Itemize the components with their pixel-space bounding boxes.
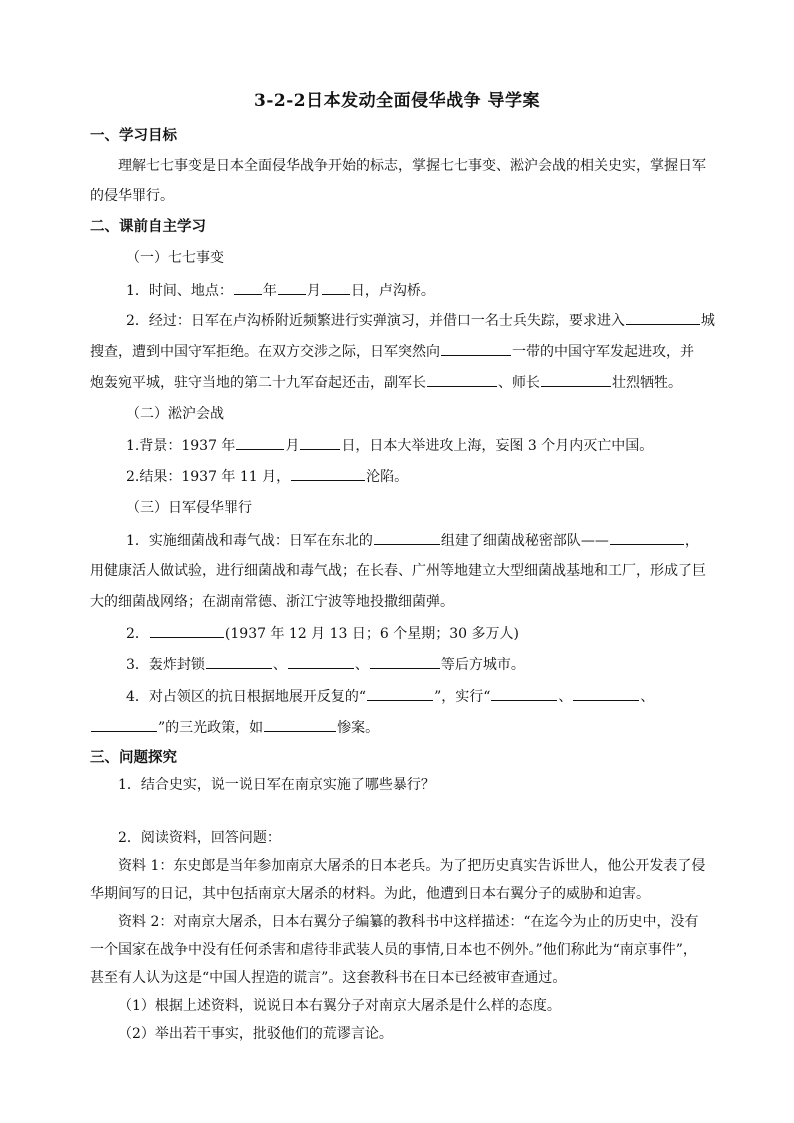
- subsection-heading-songhu: （二）淞沪会战: [126, 406, 224, 422]
- item-result: [126, 466, 408, 487]
- item-text: 2．经过：日军在卢沟桥附近频繁进行实弹演习，并借口一名士兵失踪，要求进入: [126, 313, 625, 329]
- fill-blank-city-1[interactable]: [206, 654, 272, 669]
- item-text: 1.背景：1937 年: [126, 438, 236, 454]
- fill-blank-campaign[interactable]: [367, 686, 433, 701]
- fill-blank-vice-commander[interactable]: [427, 372, 497, 387]
- question-1: 1．结合史实，说一说日军在南京实施了哪些暴行？: [118, 777, 435, 793]
- goals-text-line-1: 理解七七事变是日本全面侵华战争开始的标志，掌握七七事变、淞沪会战的相关史实，掌握日军: [118, 158, 706, 174]
- item-process-line-3: [90, 372, 682, 393]
- fill-blank-policy-3[interactable]: [91, 717, 157, 732]
- item-background: [126, 435, 653, 456]
- item-text: 搜查，遭到中国守军拒绝。在双方交涉之际，日军突然向: [90, 344, 440, 360]
- fill-blank-month[interactable]: [236, 435, 284, 450]
- material-1-line-1: 资料 1：东史郎是当年参加南京大屠杀的日本老兵。为了把历史真实告诉世人，他公开发表了侵: [118, 858, 706, 874]
- item-text: 、: [354, 657, 369, 673]
- crime-item-1-line-2: 用健康活人做试验，进行细菌战和毒气战；在长春、广州等地建立大型细菌战基地和工厂，形成了巨: [90, 563, 706, 579]
- item-text: 组建了细菌战秘密部队——: [440, 533, 609, 549]
- page-title: 3-2-2日本发动全面侵华战争 导学案: [253, 91, 540, 111]
- item-text: 月: [306, 283, 321, 299]
- item-text: 月: [285, 438, 300, 454]
- crime-item-1-line-1: [126, 530, 699, 551]
- crime-item-4-line-2: [90, 717, 379, 738]
- item-text: 4．对占领区的抗日根据地展开反复的“: [126, 689, 367, 705]
- subsection-heading-crimes: （三）日军侵华罪行: [126, 500, 252, 516]
- fill-blank-unit[interactable]: [610, 530, 684, 545]
- question-2: 2．阅读资料，回答问题：: [118, 830, 281, 846]
- crime-item-2: [126, 623, 519, 644]
- fill-blank-city[interactable]: [626, 310, 700, 325]
- material-2-line-2: 一个国家在战争中没有任何杀害和虐待非武装人员的事情,日本也不例外。”他们称此为“南京事件”，: [90, 942, 697, 958]
- item-process-line-1: [126, 310, 715, 331]
- sub-question-1: （1）根据上述资料，说说日本右翼分子对南京大屠杀是什么样的态度。: [118, 998, 561, 1014]
- fill-blank-event[interactable]: [150, 623, 224, 638]
- fill-blank-city-2[interactable]: [288, 654, 354, 669]
- fill-blank-policy-2[interactable]: [573, 686, 639, 701]
- material-2-line-1: 资料 2：对南京大屠杀，日本右翼分子编纂的教科书中这样描述：“在迄今为止的历史中，没有: [118, 914, 699, 930]
- item-text: 、: [558, 689, 573, 705]
- item-text: 2.结果：1937 年 11 月，: [126, 469, 291, 485]
- item-text: 1．实施细菌战和毒气战：日军在东北的: [126, 533, 373, 549]
- item-text: 、师长: [498, 375, 540, 391]
- item-text: ，: [684, 533, 699, 549]
- item-text: 惨案。: [337, 720, 380, 736]
- section-heading-self-study: 二、课前自主学习: [90, 218, 206, 235]
- item-text: 一带的中国守军发起进攻，并: [512, 344, 694, 360]
- fill-blank-policy-1[interactable]: [491, 686, 557, 701]
- item-text: 等后方城市。: [440, 657, 525, 673]
- item-text: 日，日本大举进攻上海，妄图 3 个月内灭亡中国。: [341, 438, 654, 454]
- fill-blank-year[interactable]: [234, 280, 262, 295]
- subsection-heading-july7: （一）七七事变: [126, 250, 224, 266]
- crime-item-1-line-3: 大的细菌战网络；在湖南常德、浙江宁波等地投撒细菌弹。: [90, 594, 454, 610]
- item-text: 炮轰宛平城，驻守当地的第二十九军奋起还击，副军长: [90, 375, 426, 391]
- material-1-line-2: 华期间写的日记，其中包括南京大屠杀的材料。为此，他遭到日本右翼分子的威胁和迫害。: [90, 886, 650, 902]
- item-text: 3．轰炸封锁: [126, 657, 205, 673]
- item-text: ”，实行“: [434, 689, 491, 705]
- fill-blank-massacre[interactable]: [264, 717, 336, 732]
- goals-text-line-2: 的侵华罪行。: [90, 188, 174, 204]
- item-text: 年: [262, 283, 277, 299]
- fill-blank-day[interactable]: [300, 435, 340, 450]
- item-time-place: [126, 280, 435, 301]
- material-2-line-3: 甚至有人认为这是“中国人捏造的谎言”。这套教科书在日本已经被审查通过。: [90, 970, 567, 986]
- fill-blank-location[interactable]: [441, 341, 511, 356]
- item-text: 1．时间、地点：: [126, 283, 233, 299]
- crime-item-3: [126, 654, 525, 675]
- item-text: 沦陷。: [366, 469, 409, 485]
- fill-blank-city-3[interactable]: [370, 654, 440, 669]
- crime-item-4-line-1: [126, 686, 654, 707]
- item-text: 2．: [126, 626, 149, 642]
- fill-blank-fallen-city[interactable]: [291, 466, 365, 481]
- sub-question-2: （2）举出若干事实，批驳他们的荒谬言论。: [118, 1026, 393, 1042]
- item-text: 、: [640, 689, 655, 705]
- item-text: 城: [700, 313, 715, 329]
- section-heading-goals: 一、学习目标: [90, 127, 177, 144]
- item-text: 日，卢沟桥。: [350, 283, 435, 299]
- item-text: (1937 年 12 月 13 日；6 个星期；30 多万人): [224, 626, 519, 642]
- item-text: ”的三光政策，如: [158, 720, 264, 736]
- item-process-line-2: [90, 341, 694, 362]
- fill-blank-place[interactable]: [374, 530, 440, 545]
- fill-blank-division-commander[interactable]: [541, 372, 611, 387]
- item-text: 壮烈牺牲。: [612, 375, 682, 391]
- fill-blank-day[interactable]: [322, 280, 350, 295]
- item-text: 、: [272, 657, 287, 673]
- fill-blank-month[interactable]: [278, 280, 306, 295]
- section-heading-inquiry: 三、问题探究: [90, 749, 177, 766]
